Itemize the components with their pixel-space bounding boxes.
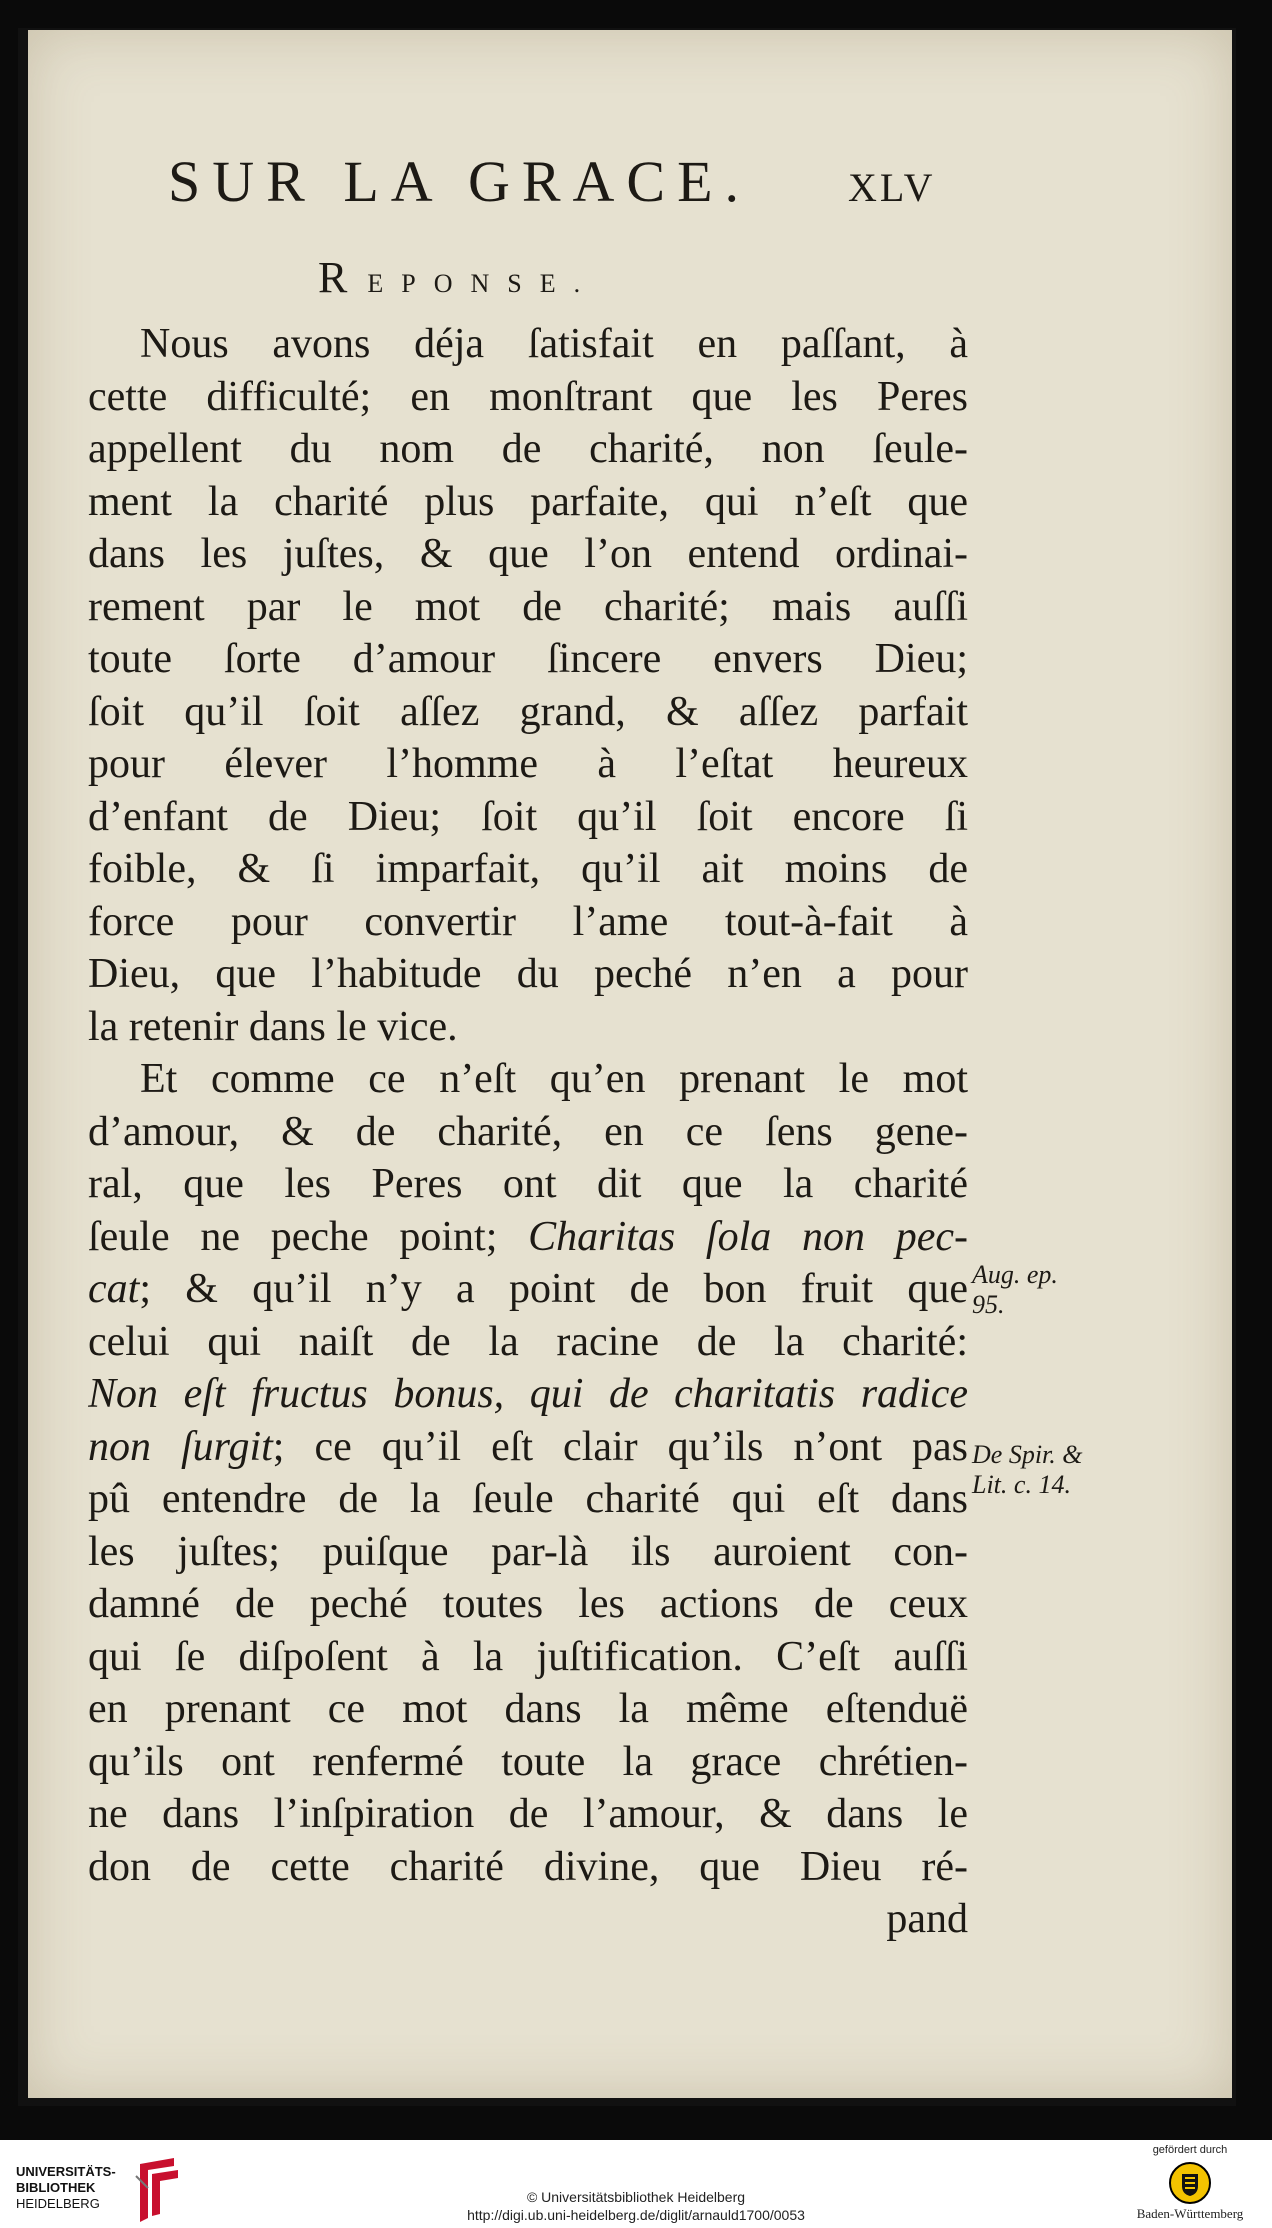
text-line <box>88 738 968 791</box>
text-line-roman: Nous avons déja ſatisfait en paſſant, à <box>140 321 968 367</box>
text-line-roman: qu’ils ont renfermé toute la grace chrétien- <box>88 1738 968 1785</box>
text-line-italic: cat <box>88 1266 140 1312</box>
text-line <box>88 1211 968 1264</box>
text-line <box>88 1368 968 1421</box>
permalink[interactable]: http://digi.ub.uni-heidelberg.de/diglit/arnauld1700/0053 <box>467 2207 805 2223</box>
sponsor-label: gefördert durch <box>1152 2144 1228 2156</box>
text-line <box>88 1841 968 1894</box>
text-line <box>88 896 968 949</box>
text-line <box>88 1263 968 1316</box>
viewer-footer <box>0 2140 1272 2228</box>
text-line <box>88 1421 968 1474</box>
text-line <box>88 318 968 371</box>
text-line-italic: Charitas ſola non pec- <box>528 1213 968 1260</box>
text-line-roman: Et comme ce n’eſt qu’en prenant le mot <box>140 1056 968 1102</box>
text-line-roman: ment la charité plus parfaite, qui n’eſt que <box>88 478 968 525</box>
text-line <box>88 423 968 476</box>
text-line <box>88 1106 968 1159</box>
running-head <box>28 148 1232 218</box>
text-line <box>88 528 968 581</box>
text-line <box>88 1053 968 1106</box>
text-line <box>88 371 968 424</box>
text-line-roman: Dieu, que l’habitude du peché n’en a pour <box>88 951 968 997</box>
text-line <box>88 948 968 1001</box>
text-line-italic: Non eſt fructus bonus, qui de charitatis radice <box>88 1371 968 1417</box>
text-line-roman: dans les juſtes, & que l’on entend ordinai- <box>88 531 968 577</box>
section-heading <box>318 252 598 303</box>
text-line-roman: celui qui naiſt de la racine de la charité: <box>88 1318 968 1365</box>
text-line-roman: ; & qu’il n’y a point de bon fruit que <box>139 1266 968 1312</box>
text-line-roman: cette difficulté; en monſtrant que les Peres <box>88 373 968 420</box>
text-line <box>88 1473 968 1526</box>
text-line <box>88 843 968 896</box>
text-line <box>88 1578 968 1631</box>
text-line <box>88 1001 968 1054</box>
text-line-roman: ne dans l’inſpiration de l’amour, & dans le <box>88 1791 968 1837</box>
text-line <box>88 1526 968 1579</box>
text-line <box>88 1631 968 1684</box>
text-line-roman: appellent du nom de charité, non ſeule- <box>88 426 968 472</box>
text-line-roman: ſoit qu’il ſoit aſſez grand, & aſſez parfait <box>88 688 968 735</box>
text-line-italic: non ſurgit <box>88 1423 273 1470</box>
library-name-line2: BIBLIOTHEK <box>16 2180 96 2195</box>
margin-note-spir-line2: Lit. c. 14. <box>972 1470 1071 1499</box>
sponsor-name: Baden-Württemberg <box>1136 2206 1244 2221</box>
margin-note-aug-line1: Aug. ep. <box>972 1260 1058 1289</box>
coat-of-arms-icon <box>1169 2162 1211 2204</box>
text-line-roman: les juſtes; puiſque par-là ils auroient con- <box>88 1528 968 1575</box>
library-name-line1: UNIVERSITÄTS- <box>16 2164 116 2179</box>
margin-note-spir-line1: De Spir. & <box>972 1440 1083 1469</box>
text-line <box>88 633 968 686</box>
margin-note-de-spiritu <box>972 1440 1083 1500</box>
page-number: XLV <box>848 165 936 210</box>
text-line <box>88 791 968 844</box>
heading-initial: R <box>318 253 368 302</box>
text-line <box>88 1893 968 1946</box>
text-line-roman: ſeule ne peche point; <box>88 1213 529 1260</box>
text-line <box>88 1736 968 1789</box>
running-head-title: SUR LA GRACE. <box>168 149 752 214</box>
sponsor <box>1120 2144 1260 2222</box>
text-line-roman: don de cette charité divine, que Dieu ré- <box>88 1843 968 1890</box>
text-line-roman: ; ce qu’il eſt clair qu’ils n’ont pas <box>272 1423 968 1470</box>
text-line-roman: pû entendre de la ſeule charité qui eſt dans <box>88 1476 968 1522</box>
heading-rest: EPONSE. <box>367 269 599 298</box>
text-line-roman: toute ſorte d’amour ſincere envers Dieu; <box>88 636 968 682</box>
text-line-roman: pour élever l’homme à l’eſtat heureux <box>88 741 968 787</box>
text-line-roman: foible, & ſi imparfait, qu’il ait moins de <box>88 846 968 892</box>
text-line-roman: en prenant ce mot dans la même eſtenduë <box>88 1686 968 1732</box>
body-text <box>88 318 968 1946</box>
text-line-roman: force pour convertir l’ame tout-à-fait à <box>88 898 968 945</box>
text-line <box>88 1683 968 1736</box>
text-line <box>88 1788 968 1841</box>
text-line-roman: ral, que les Peres ont dit que la charité <box>88 1161 968 1207</box>
text-line-roman: la retenir dans le vice. <box>88 1003 458 1050</box>
text-line <box>88 1316 968 1369</box>
text-line-roman: d’amour, & de charité, en ce ſens gene- <box>88 1108 968 1155</box>
text-line-roman: damné de peché toutes les actions de ceux <box>88 1581 968 1627</box>
text-line-roman: pand <box>886 1896 968 1942</box>
copyright-text: © Universitätsbibliothek Heidelberg <box>526 2189 746 2205</box>
text-line <box>88 476 968 529</box>
text-line-roman: rement par le mot de charité; mais auſſi <box>88 583 968 630</box>
book-page <box>28 30 1232 2098</box>
text-line <box>88 581 968 634</box>
margin-note-aug-line2: 95. <box>972 1290 1005 1319</box>
text-line-roman: qui ſe diſpoſent à la juſtification. C’eſt auſſi <box>88 1633 968 1680</box>
library-name-line3: HEIDELBERG <box>16 2196 100 2211</box>
text-line <box>88 1158 968 1211</box>
margin-note-augustine <box>972 1260 1058 1320</box>
text-line <box>88 686 968 739</box>
copyright-notice <box>0 2188 1272 2224</box>
text-line-roman: d’enfant de Dieu; ſoit qu’il ſoit encore ſi <box>88 793 968 840</box>
